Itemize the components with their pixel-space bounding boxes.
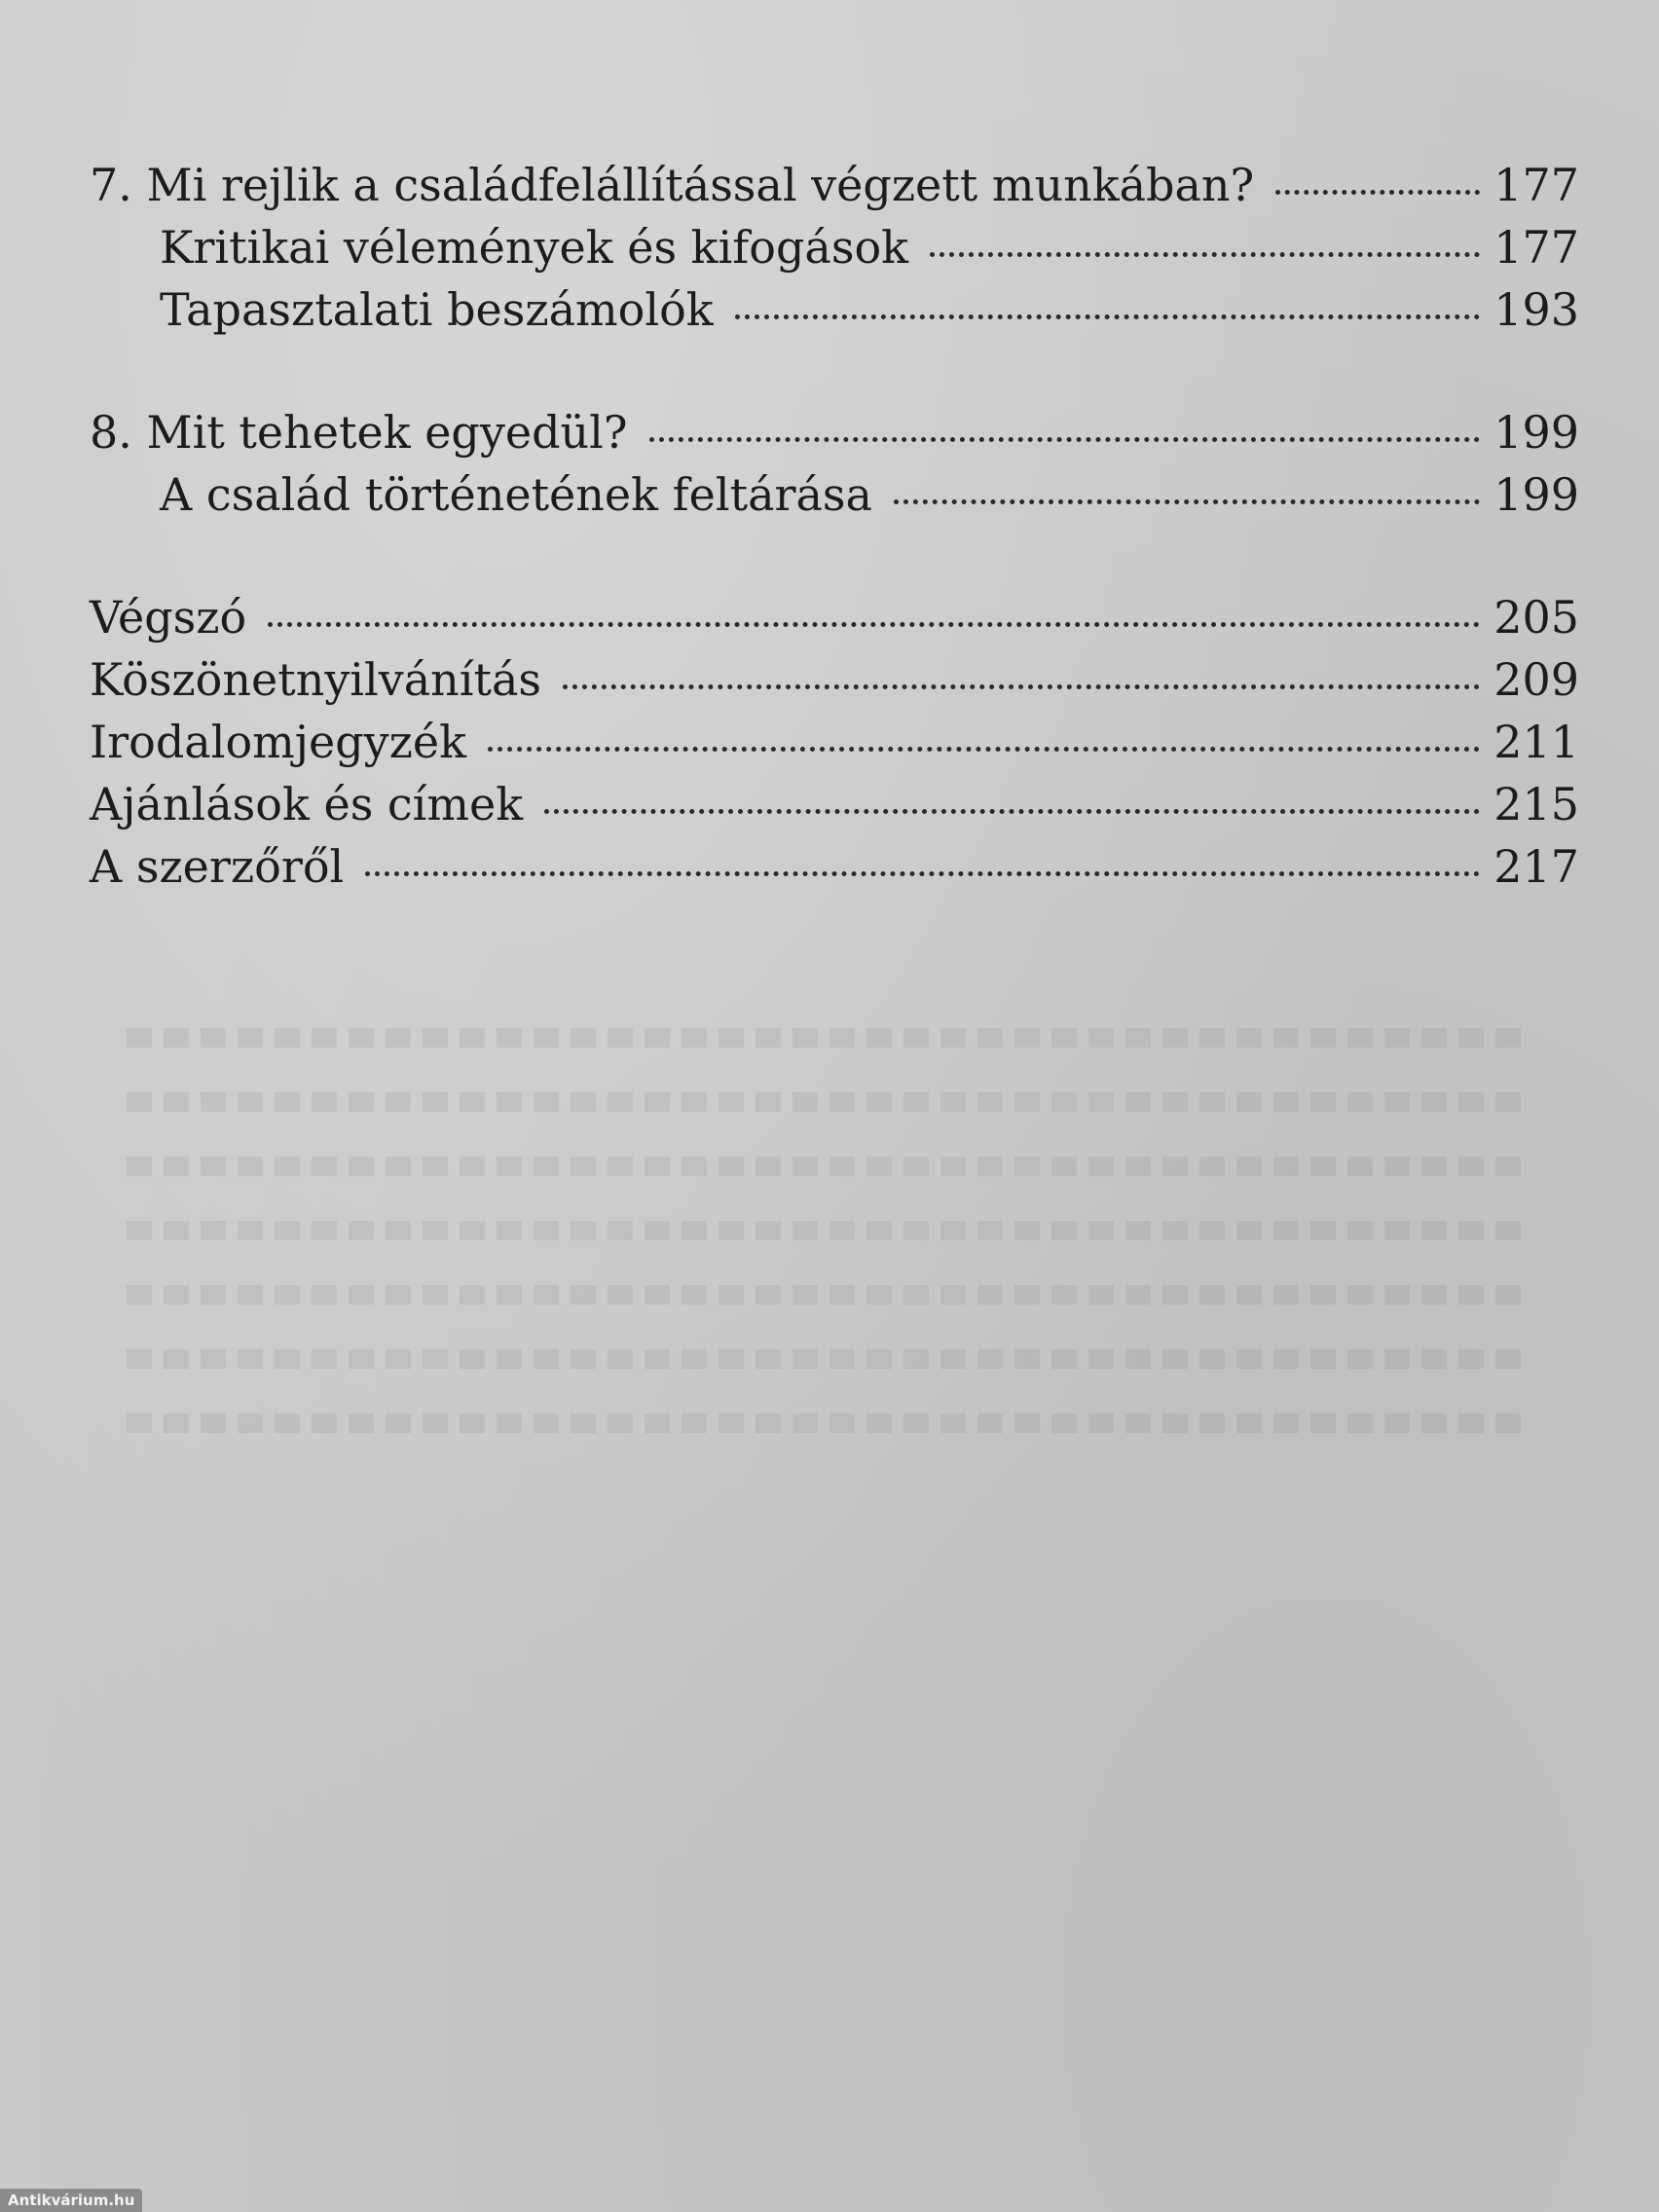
toc-entry-page: 205 — [1493, 591, 1579, 644]
toc-entry-page: 177 — [1493, 221, 1579, 274]
toc-entry — [90, 648, 1579, 711]
toc-entry — [90, 586, 1579, 648]
dot-leader — [649, 437, 1481, 442]
toc-entry — [90, 463, 1579, 526]
toc-entry — [90, 773, 1579, 835]
dot-leader — [735, 314, 1481, 319]
bleed-through-texture — [127, 983, 1529, 1478]
dot-leader — [563, 684, 1480, 689]
toc-entry-title: Irodalomjegyzék — [90, 716, 467, 768]
toc-entry — [90, 154, 1579, 216]
toc-entry-title: Végszó — [90, 591, 247, 644]
toc-entry — [90, 711, 1579, 773]
toc-entry-page: 199 — [1493, 468, 1579, 521]
toc-entry — [90, 278, 1579, 341]
toc-entry-page: 217 — [1493, 840, 1579, 893]
toc-entry-page: 209 — [1493, 653, 1579, 706]
toc-entry — [90, 401, 1579, 463]
dot-leader — [930, 252, 1480, 257]
toc-entry-title: Tapasztalati beszámolók — [160, 283, 714, 336]
dot-leader — [1275, 190, 1480, 195]
toc-entry-title: A család történetének feltárása — [160, 468, 872, 521]
toc-entry-page: 199 — [1493, 406, 1579, 459]
table-of-contents — [90, 154, 1579, 898]
toc-entry-title: 8. Mit tehetek egyedül? — [90, 406, 628, 459]
dot-leader — [894, 499, 1480, 504]
toc-entry — [90, 216, 1579, 278]
dot-leader — [365, 871, 1480, 876]
toc-back-matter — [90, 586, 1579, 898]
toc-entry-title: Köszönetnyilvánítás — [90, 653, 541, 706]
toc-entry-page: 193 — [1493, 283, 1579, 336]
toc-entry-page: 215 — [1493, 778, 1579, 830]
toc-entry-title: Kritikai vélemények és kifogások — [160, 221, 909, 274]
dot-leader — [268, 622, 1480, 627]
dot-leader — [488, 747, 1480, 752]
toc-entry-title: Ajánlások és címek — [90, 778, 524, 830]
toc-section-8 — [90, 401, 1579, 526]
toc-entry-title: 7. Mi rejlik a családfelállítással végzett munkában? — [90, 159, 1255, 211]
watermark-label: Antikvárium.hu — [0, 2189, 142, 2212]
dot-leader — [544, 809, 1480, 814]
toc-entry-title: A szerzőről — [90, 840, 345, 893]
toc-entry — [90, 835, 1579, 898]
toc-entry-page: 211 — [1493, 716, 1579, 768]
toc-entry-page: 177 — [1493, 159, 1579, 211]
toc-section-7 — [90, 154, 1579, 341]
